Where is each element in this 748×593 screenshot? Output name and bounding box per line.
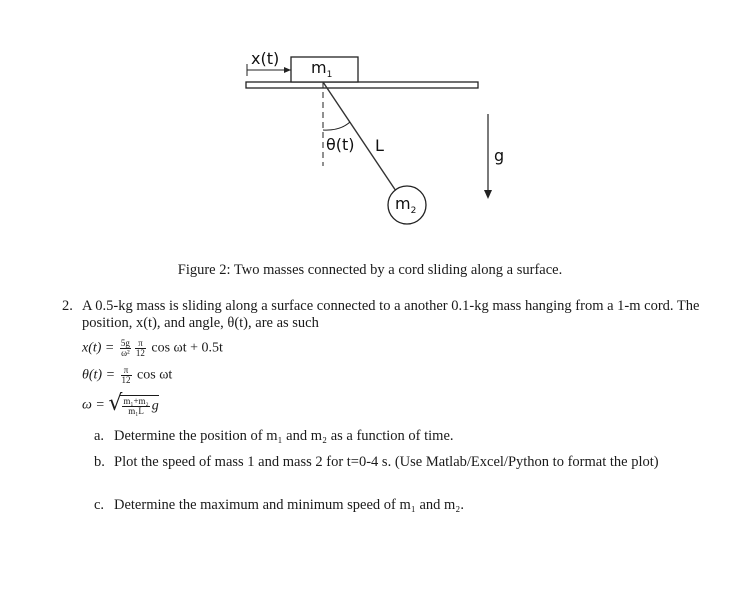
eq1-f1-num: 5g (120, 338, 130, 348)
figure-drawing (0, 0, 748, 240)
eq2-lhs: θ(t) = (82, 367, 116, 383)
m1-label (311, 60, 332, 80)
part-c-text: Determine the maximum and minimum speed of m₁ and m₂. (114, 497, 464, 513)
equation-angle (82, 366, 172, 385)
eq3-tail: g (151, 398, 159, 414)
eq1-rhs: cos ωt + 0.5t (151, 340, 223, 356)
m1-label-sub: 1 (326, 70, 333, 81)
eq3-lhs: ω = (82, 397, 105, 413)
theta-label: θ(t) (326, 135, 355, 154)
eq3-fraction (122, 397, 149, 416)
eq2-f-den: 12 (121, 375, 131, 385)
part-b (94, 454, 699, 471)
sliding-surface (246, 82, 478, 88)
figure-caption: Figure 2: Two masses connected by a cord sliding along a surface. (177, 262, 563, 278)
equation-omega (82, 391, 159, 416)
part-c-label: c. (94, 497, 105, 513)
eq3-num: m₁+m₂ (123, 396, 149, 406)
sqrt-body (120, 395, 158, 416)
eq1-f2-den: 12 (135, 348, 145, 358)
part-a-text: Determine the position of m₁ and m₂ as a function of time. (114, 428, 454, 444)
x-label: x(t) (251, 49, 280, 68)
eq2-fraction (121, 366, 132, 385)
m2-label-sub: 2 (410, 206, 417, 217)
x-dimension-arrowhead (284, 67, 291, 73)
sqrt-symbol: √ (108, 391, 123, 416)
equation-position (82, 339, 223, 358)
eq1-f2-num: π (135, 339, 146, 349)
problem-number: 2. (62, 298, 73, 314)
problem-statement: A 0.5-kg mass is sliding along a surface connected to a another 0.1-kg mass hanging from a 1-m cord. The position, x(t), and angle, θ(t), are as such (82, 298, 700, 331)
pendulum-figure (0, 0, 748, 240)
gravity-label: g (494, 146, 505, 165)
omega-sqrt (108, 391, 159, 416)
length-label: L (375, 136, 384, 155)
eq1-f1-den: ω² (121, 348, 130, 358)
eq2-rhs: cos ωt (137, 367, 173, 383)
part-c (94, 497, 699, 514)
m1-label-main: m (311, 58, 327, 77)
m2-label (395, 196, 416, 216)
part-a (94, 428, 699, 445)
part-a-label: a. (94, 428, 105, 444)
part-b-text: Plot the speed of mass 1 and mass 2 for t=0-4 s. (Use Matlab/Excel/Python to format the plot) (114, 454, 659, 470)
eq1-lhs: x(t) = (82, 340, 115, 356)
theta-angle-arc (323, 122, 350, 130)
m2-label-main: m (395, 194, 411, 213)
eq1-fraction-1 (120, 339, 131, 358)
eq2-f-num: π (121, 366, 132, 376)
eq1-fraction-2 (135, 339, 146, 358)
part-b-label: b. (94, 454, 105, 470)
gravity-arrowhead (484, 190, 492, 199)
eq3-den: m₁L (128, 406, 144, 416)
problem-2 (62, 298, 702, 332)
